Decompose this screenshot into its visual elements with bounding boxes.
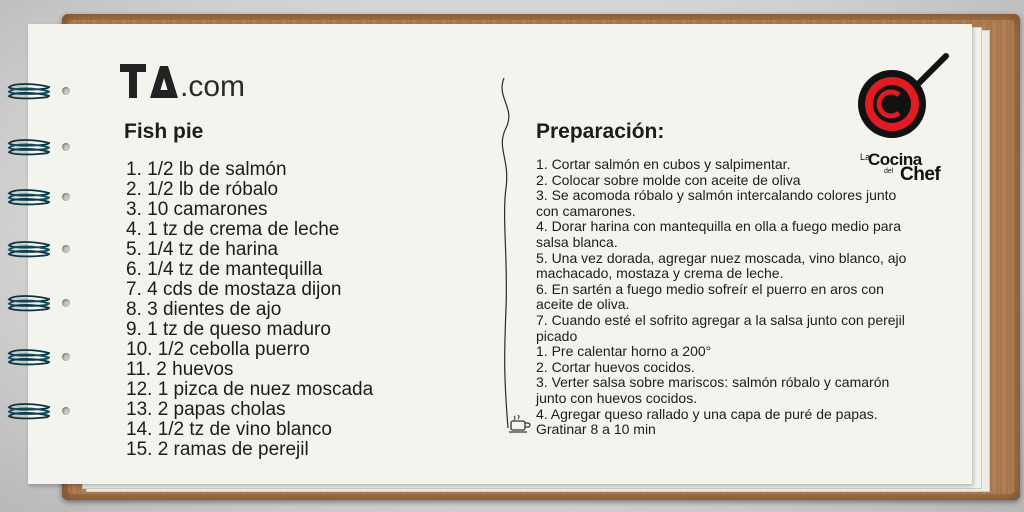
spiral-binding-ring-icon	[6, 292, 50, 314]
preparation-step: 7. Cuando esté el sofrito agregar a la salsa junto con perejil picado	[536, 311, 905, 344]
ingredient-item: 9. 1 tz de queso maduro	[126, 319, 331, 340]
preparation-step: 4. Agregar queso rallado y una capa de puré de papas. Gratinar 8 a 10 min	[536, 405, 878, 438]
ingredient-item: 2. 1/2 lb de róbalo	[126, 179, 279, 200]
preparation-step: 2. Cortar huevos cocidos.	[536, 358, 695, 375]
spiral-binding-ring-icon	[6, 186, 50, 208]
ingredient-item: 8. 3 dientes de ajo	[126, 299, 282, 320]
recipe-title: Fish pie	[124, 120, 204, 143]
binding-hole	[62, 407, 70, 415]
ingredient-item: 12. 1 pizca de nuez moscada	[126, 379, 374, 400]
ingredient-item: 1. 1/2 lb de salmón	[126, 159, 287, 180]
preparation-title: Preparación:	[536, 120, 665, 143]
spiral-binding-ring-icon	[6, 80, 50, 102]
ingredient-item: 7. 4 cds de mostaza dijon	[126, 279, 342, 300]
ingredient-item: 4. 1 tz de crema de leche	[126, 219, 340, 240]
ingredient-item: 5. 1/4 tz de harina	[126, 239, 279, 260]
preparation-step: 5. Una vez dorada, agregar nuez moscada, vino blanco, ajo machacado, mostaza y crema de leche.	[536, 249, 907, 282]
preparation-step: 6. En sartén a fuego medio sofreír el puerro en aros con aceite de oliva.	[536, 280, 884, 313]
preparation-step: 4. Dorar harina con mantequilla en olla a fuego medio para salsa blanca.	[536, 218, 902, 250]
preparation-step: 1. Cortar salmón en cubos y salpimentar.	[536, 156, 791, 172]
preparation-step: 1. Pre calentar horno a 200°	[536, 343, 712, 360]
binding-hole	[62, 87, 70, 95]
preparation-step: 3. Verter salsa sobre mariscos: salmón róbalo y camarón junto con huevos cocidos.	[536, 374, 890, 406]
squiggle-divider	[494, 78, 520, 438]
logo-domain-suffix: .com	[180, 70, 246, 103]
binding-hole	[62, 353, 70, 361]
ingredient-item: 13. 2 papas cholas	[126, 399, 286, 420]
preparation-step: 2. Colocar sobre molde con aceite de oliva	[536, 171, 801, 188]
ta-com-logo	[120, 64, 250, 104]
teacup-icon	[508, 414, 532, 434]
ingredients-list	[126, 160, 373, 460]
ta-logo-mark-icon	[120, 64, 178, 100]
spiral-binding-ring-icon	[6, 238, 50, 260]
preparation-step: 3. Se acomoda róbalo y salmón intercalando colores junto con camarones.	[536, 187, 897, 219]
ingredient-item: 11. 2 huevos	[126, 359, 234, 380]
ingredient-item: 15. 2 ramas de perejil	[126, 439, 309, 460]
preparation-steps	[536, 157, 916, 438]
binding-hole	[62, 245, 70, 253]
ingredient-item: 3. 10 camarones	[126, 199, 268, 220]
ingredient-item: 14. 1/2 tz de vino blanco	[126, 419, 332, 440]
binding-hole	[62, 193, 70, 201]
chef-logo-la: La	[860, 152, 871, 162]
ingredient-item: 6. 1/4 tz de mantequilla	[126, 259, 323, 280]
spiral-binding-ring-icon	[6, 136, 50, 158]
binding-hole	[62, 299, 70, 307]
chef-logo-del: del	[884, 168, 894, 175]
spiral-binding-ring-icon	[6, 346, 50, 368]
chef-logo-cocina: Cocina	[868, 150, 922, 169]
chef-logo-chef: Chef	[900, 164, 941, 185]
binding-hole	[62, 143, 70, 151]
spiral-binding-ring-icon	[6, 400, 50, 422]
ingredient-item: 10. 1/2 cebolla puerro	[126, 339, 310, 360]
